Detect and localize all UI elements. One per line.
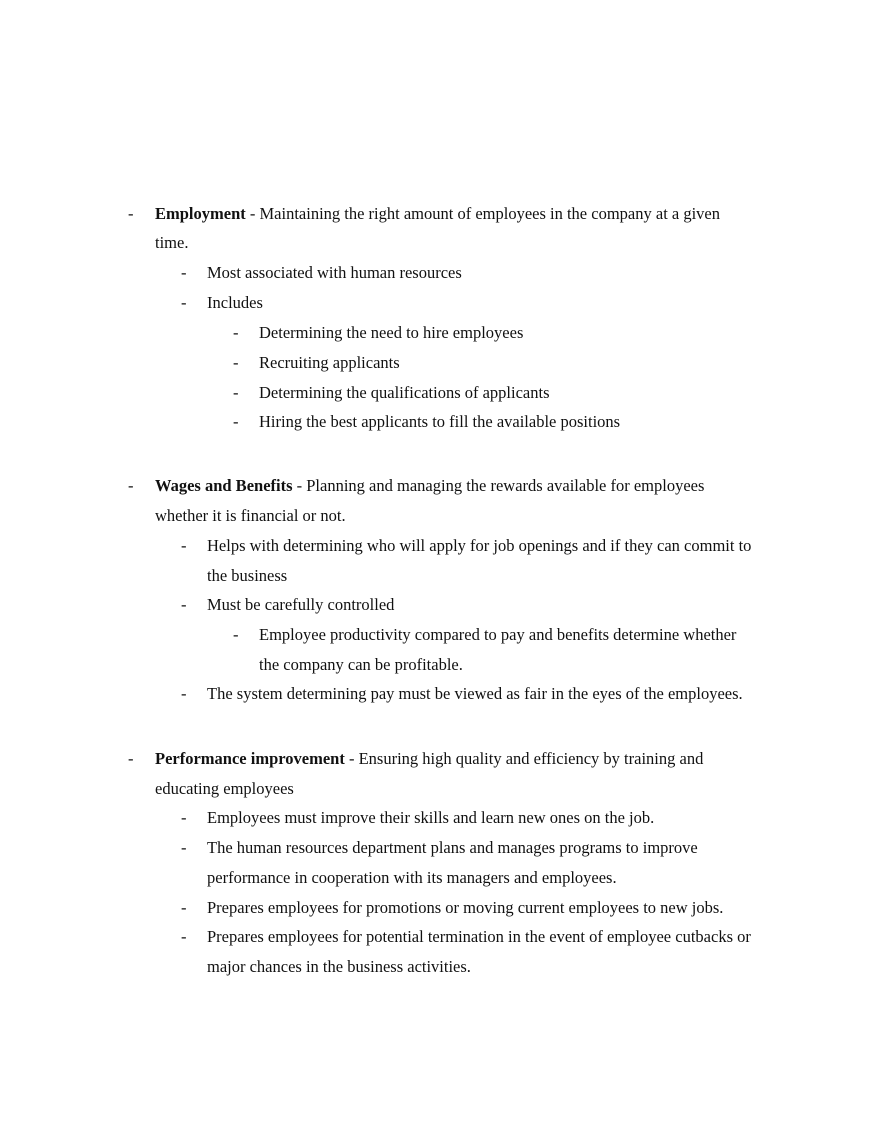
bullet-dash: - [233, 353, 239, 372]
section-definition-cont: time. [155, 233, 189, 252]
list-item-cont: performance in cooperation with its managers and employees. [207, 868, 617, 887]
list-item: Helps with determining who will apply for job openings and if they can commit to [207, 536, 752, 555]
section-term: Employment [155, 204, 246, 223]
bullet-dash: - [128, 204, 134, 223]
sub-list-item: Determining the qualifications of applicants [259, 383, 550, 402]
bullet-dash: - [181, 898, 187, 917]
section-term: Performance improvement [155, 749, 345, 768]
bullet-dash: - [128, 749, 134, 768]
bullet-dash: - [233, 383, 239, 402]
sub-list-item: Hiring the best applicants to fill the available positions [259, 412, 621, 431]
bullet-dash: - [181, 263, 187, 282]
list-item: Includes [207, 293, 263, 312]
bullet-dash: - [181, 293, 187, 312]
section-definition: - Ensuring high quality and efficiency by training and [344, 749, 704, 768]
bullet-dash: - [181, 536, 187, 555]
section-heading-line [155, 204, 720, 224]
section-definition: - Maintaining the right amount of employees in the company at a given [245, 204, 721, 223]
sub-list-item: Employee productivity compared to pay and benefits determine whether [259, 625, 737, 644]
list-item: Most associated with human resources [207, 263, 462, 282]
section-heading-line [155, 749, 703, 769]
sub-list-item-cont: the company can be profitable. [259, 655, 463, 674]
list-item: Must be carefully controlled [207, 595, 395, 614]
list-item: Prepares employees for promotions or moving current employees to new jobs. [207, 898, 724, 917]
list-item: Employees must improve their skills and learn new ones on the job. [207, 808, 655, 827]
list-item-cont: major chances in the business activities. [207, 957, 471, 976]
sub-list-item: Recruiting applicants [259, 353, 400, 372]
bullet-dash: - [181, 595, 187, 614]
section-definition: - Planning and managing the rewards available for employees [292, 476, 705, 495]
sub-list-item: Determining the need to hire employees [259, 323, 524, 342]
bullet-dash: - [181, 838, 187, 857]
list-item: The human resources department plans and manages programs to improve [207, 838, 698, 857]
bullet-dash: - [181, 808, 187, 827]
bullet-dash: - [181, 684, 187, 703]
list-item: Prepares employees for potential termination in the event of employee cutbacks or [207, 927, 751, 946]
section-heading-line [155, 476, 704, 496]
bullet-dash: - [181, 927, 187, 946]
list-item: The system determining pay must be viewed as fair in the eyes of the employees. [207, 684, 743, 703]
list-item-cont: the business [207, 566, 288, 585]
section-definition-cont: whether it is financial or not. [155, 506, 346, 525]
section-term: Wages and Benefits [155, 476, 293, 495]
section-definition-cont: educating employees [155, 779, 294, 798]
bullet-dash: - [128, 476, 134, 495]
bullet-dash: - [233, 412, 239, 431]
bullet-dash: - [233, 323, 239, 342]
bullet-dash: - [233, 625, 239, 644]
